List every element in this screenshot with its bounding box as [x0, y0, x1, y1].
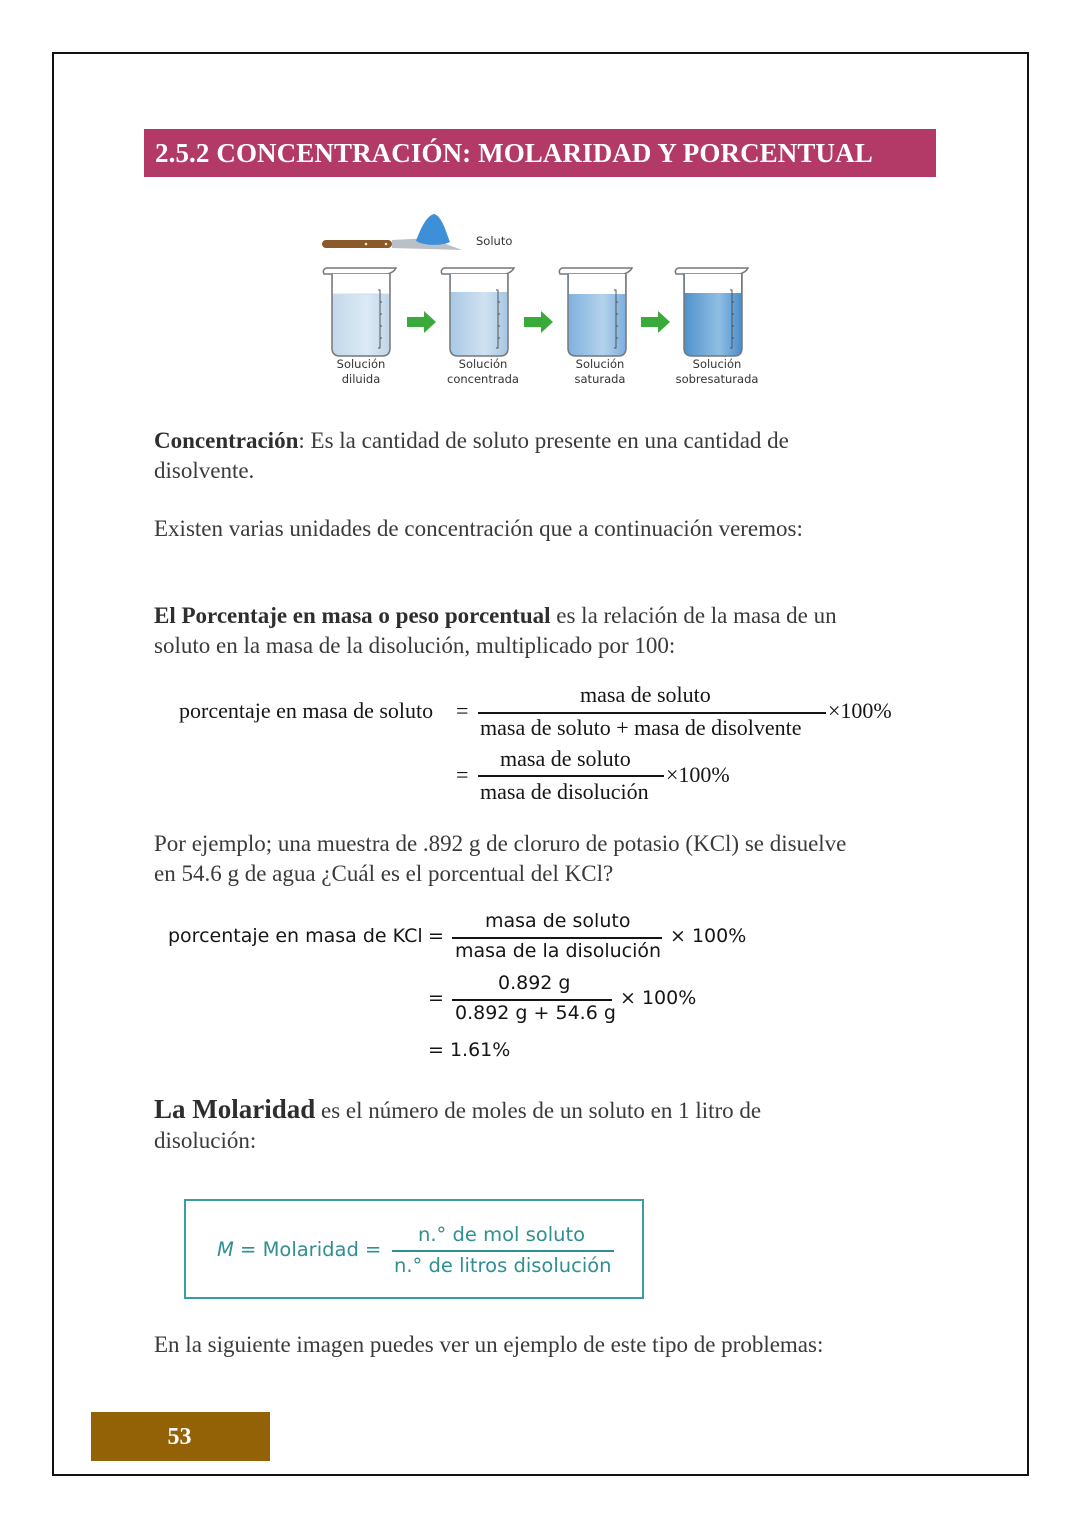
fraction-bar	[452, 999, 612, 1001]
example-statement: Por ejemplo; una muestra de .892 g de cloruro de potasio (KCl) se disuelve en 54.6 g de agua ¿Cuál es el porcentual del KCl?	[154, 831, 847, 886]
beaker-1	[323, 268, 396, 356]
concentracion-term: Concentración	[154, 428, 299, 453]
beaker-2	[441, 268, 514, 356]
beaker-label-diluida: Solución diluida	[336, 357, 386, 386]
closing-text: En la siguiente imagen puedes ver un ejemplo de este tipo de problemas:	[154, 1332, 824, 1357]
arrow-icon	[641, 311, 670, 333]
fraction-bar	[478, 712, 826, 714]
concentracion-definition: Concentración: Es la cantidad de soluto presente en una cantidad de disolvente.	[154, 428, 789, 483]
beaker-4	[675, 268, 748, 356]
porcentaje-term: El Porcentaje en masa o peso porcentual	[154, 603, 551, 628]
fraction-bar	[452, 937, 662, 939]
spatula-icon	[322, 214, 462, 250]
beaker-label-sobresaturada: Solución sobresaturada	[675, 357, 759, 386]
beaker-label-concentrada: Solución concentrada	[447, 357, 519, 386]
molaridad-definition: La Molaridad es el número de moles de un soluto en 1 litro de disolución:	[154, 1094, 762, 1153]
page-number: 53	[91, 1412, 270, 1461]
arrow-icon	[407, 311, 436, 333]
molaridad-term: La Molaridad	[154, 1094, 316, 1124]
molarity-formula-box: M = Molaridad = n.° de mol soluto n.° de litros disolución	[184, 1199, 644, 1299]
beaker-label-saturada: Solución saturada	[574, 357, 626, 386]
units-intro: Existen varias unidades de concentración que a continuación veremos:	[154, 516, 803, 541]
beaker-3	[559, 268, 632, 356]
solution-types-illustration	[318, 210, 768, 395]
porcentaje-definition: El Porcentaje en masa o peso porcentual es la relación de la masa de un soluto en la masa de la disolución, multiplicado por 100:	[154, 603, 837, 658]
fraction-bar	[478, 775, 664, 777]
section-title: 2.5.2 CONCENTRACIÓN: MOLARIDAD Y PORCENTUAL	[144, 129, 936, 177]
fraction-bar	[392, 1250, 614, 1252]
solute-label: Soluto	[476, 234, 513, 248]
molarity-symbol: M	[217, 1238, 234, 1261]
arrow-icon	[524, 311, 553, 333]
